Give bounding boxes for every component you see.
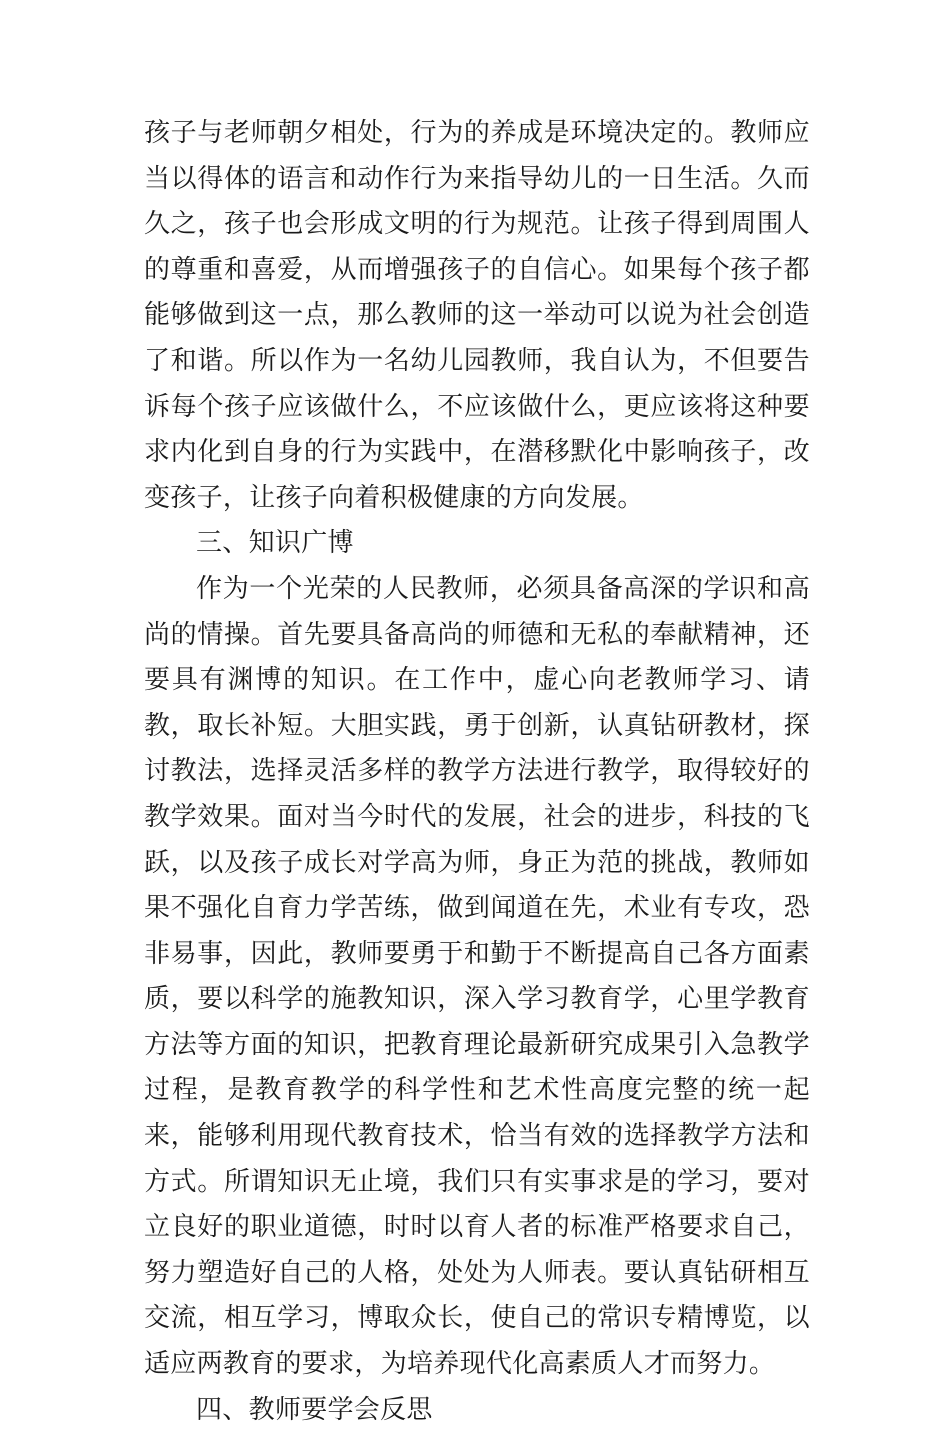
paragraph-2: 作为一个光荣的人民教师，必须具备高深的学识和高尚的情操。首先要具备高尚的师德和无私的奉献精神，还要具有渊博的知识。在工作中，虚心向老教师学习、请教，取长补短。大胆实践，勇于创新，认真钻研教材，探讨教法，选择灵活多样的教学方法进行教学，取得较好的教学效果。面对当今时代的发展，社会的进步，科技的飞跃，以及孩子成长对学高为师，身正为范的挑战，教师如果不强化自育力学苦练，做到闻道在先，术业有专攻，恐非易事，因此，教师要勇于和勤于不断提高自己各方面素质，要以科学的施教知识，深入学习教育学，心里学教育方法等方面的知识，把教育理论最新研究成果引入急教学过程，是教育教学的科学性和艺术性高度完整的统一起来，能够利用现代教育技术，恰当有效的选择教学方法和方式。所谓知识无止境，我们只有实事求是的学习，要对立良好的职业道德，时时以育人者的标准严格要求自己，努力塑造好自己的人格，处处为人师表。要认真钻研相互交流，相互学习，博取众长，使自己的常识专精博览，以适应两教育的要求，为培养现代化高素质人才而努力。 <box>144 573 810 1380</box>
section-heading-3: 三、知识广博 <box>196 528 354 559</box>
section-heading-4: 四、教师要学会反思 <box>196 1394 433 1425</box>
document-body <box>144 111 810 1433</box>
paragraph-1: 孩子与老师朝夕相处，行为的养成是环境决定的。教师应当以得体的语言和动作行为来指导幼儿的一日生活。久而久之，孩子也会形成文明的行为规范。让孩子得到周围人的尊重和喜爱，从而增强孩子的自信心。如果每个孩子都能够做到这一点，那么教师的这一举动可以说为社会创造了和谐。所以作为一名幼儿园教师，我自认为，不但要告诉每个孩子应该做什么，不应该做什么，更应该将这种要求内化到自身的行为实践中，在潜移默化中影响孩子，改变孩子，让孩子向着积极健康的方向发展。 <box>144 118 810 513</box>
